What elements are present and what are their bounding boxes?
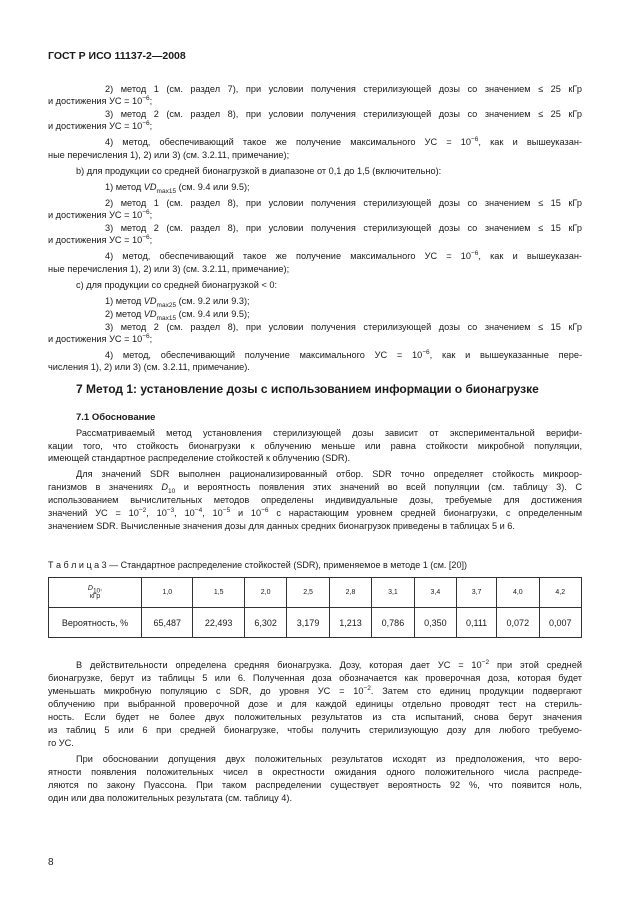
- list-item: 3) метод 2 (см. раздел 8), при условии получения стерилизующей дозы со значением ≤ 25 кГр: [105, 109, 582, 119]
- paragraph-line: го УС.: [48, 738, 74, 748]
- list-item: 2) метод 1 (см. раздел 7), при условии получения стерилизующей дозы со значением ≤ 25 кГр: [105, 84, 582, 94]
- table-cell: 0,111: [457, 608, 497, 638]
- section-heading: 7 Метод 1: установление дозы с использованием информации о бионагрузке: [76, 382, 539, 396]
- table-cell: 1,0: [142, 578, 193, 608]
- table-cell: 65,487: [142, 608, 193, 638]
- list-item-cont: и достижения УС = $10^{-6}$;: [48, 208, 153, 220]
- paragraph-line: уменьшать микробную популяцию с SDR, до уровня УС = $10^{-2}$. Затем сто единиц продукции подвергают: [48, 684, 582, 696]
- list-item-cont: и достижения УС = $10^{-6}$;: [48, 332, 153, 344]
- row-label: Вероятность, %: [49, 608, 142, 638]
- paragraph-line: имеющей стандартное распределение стойкостей к облучению (SDR).: [48, 453, 351, 463]
- table-cell: 2,8: [329, 578, 371, 608]
- header-cell: $D_{10}$, кГр: [49, 578, 142, 608]
- list-item: 3) метод 2 (см. раздел 8), при условии получения стерилизующей дозы со значением ≤ 15 кГр: [105, 223, 582, 233]
- subsection-heading: 7.1 Обоснование: [76, 412, 156, 423]
- paragraph-line: Для значений SDR выполнен рационализированный отбор. SDR точно определяет стойкость микроор-: [76, 469, 582, 479]
- table-cell: 2,5: [287, 578, 329, 608]
- paragraph-line: ганизмов в значениях $D_{10}$ и вероятность появления этих значений во всей популяции (см. таблицу 3). С: [48, 482, 582, 495]
- table-cell: 0,350: [414, 608, 456, 638]
- list-item-cont: и достижения УС = $10^{-6}$;: [48, 119, 153, 131]
- table-cell: 4,0: [497, 578, 539, 608]
- list-item: 4) метод, обеспечивающий такое же получение максимального УС = $10^{-6}$, как и вышеуказан-: [105, 249, 582, 261]
- list-item: 4) метод, обеспечивающий такое же получение максимального УС = $10^{-6}$, как и вышеуказан-: [105, 135, 582, 147]
- paragraph-line: Рассматриваемый метод установления стерилизующей дозы зависит от экспериментальной верифи-: [76, 428, 582, 438]
- page-number: 8: [48, 857, 54, 868]
- list-item: 4) метод, обеспечивающий получение максимального УС = $10^{-6}$, как и вышеуказанные пере-: [105, 348, 582, 360]
- paragraph-line: один или два положительных результата (см. таблицу 4).: [48, 793, 293, 803]
- table-cell: 6,302: [244, 608, 286, 638]
- document-header: ГОСТ Р ИСО 11137-2—2008: [48, 50, 186, 62]
- list-item-cont: числения 1), 2) или 3) (см. 3.2.11, примечание).: [48, 362, 250, 372]
- list-item: 1) метод $VD_{max15}$ (см. 9.4 или 9.5);: [105, 182, 250, 195]
- table-cell: 0,072: [497, 608, 539, 638]
- list-item: 3) метод 2 (см. раздел 8), при условии получения стерилизующей дозы со значением ≤ 15 кГр: [105, 322, 582, 332]
- table-cell: 4,2: [539, 578, 581, 608]
- paragraph-line: При обосновании допущения двух положительных результатов исходят из предположения, что веро-: [76, 754, 582, 764]
- paragraph-line: ятности появления положительных чисел в окрестности ожидания одного положительного числа распреде-: [48, 767, 582, 777]
- table-cell: 3,4: [414, 578, 456, 608]
- paragraph-line: из таблиц 5 или 6 при средней бионагрузке, чтобы получить стерилизующую дозу для любого требуемо-: [48, 725, 582, 735]
- paragraph-line: В действительности определена средняя бионагрузка. Дозу, которая дает УС = $10^{-2}$ при этой средней: [76, 658, 583, 670]
- table-cell: 22,493: [193, 608, 244, 638]
- paragraph-line: ность. Если будет не более двух положительных результатов из ста испытаний, снова берут значения: [48, 712, 582, 722]
- paragraph-line: облучению при выбранной проверочной дозе и для каждой единицы отдельно проводят тест на стериль-: [48, 699, 582, 709]
- table-cell: 3,179: [287, 608, 329, 638]
- list-item: 1) метод $VD_{max25}$ (см. 9.2 или 9.3);: [105, 296, 250, 309]
- table-row: [49, 578, 582, 608]
- table-cell: 0,786: [372, 608, 414, 638]
- table-caption: Т а б л и ц а 3 — Стандартное распределение стойкостей (SDR), применяемое в методе 1 (см. [20]): [48, 560, 467, 570]
- list-item-cont: и достижения УС = $10^{-6}$;: [48, 233, 153, 245]
- list-item-cont: ные перечисления 1), 2) или 3) (см. 3.2.11, примечание);: [48, 150, 290, 160]
- table-row: [49, 608, 582, 638]
- paragraph-line: значений УС = $10^{-2}$, $10^{-3}$, $10^{-4}$, $10^{-5}$ и $10^{-6}$ с нарастающим уровнем средней бионагрузки, с определенным: [48, 506, 583, 518]
- table-cell: 1,5: [193, 578, 244, 608]
- table-cell: 1,213: [329, 608, 371, 638]
- table-cell: 3,1: [372, 578, 414, 608]
- paragraph-line: кации того, что стойкость бионагрузки к облучению меньше или равна стойкости микробной популяции,: [48, 441, 582, 451]
- paragraph-line: бионагрузке, берут из таблицы 5 или 6. Полученная доза обозначается как проверочная доза, которая будет: [48, 673, 582, 683]
- table-cell: 3,7: [457, 578, 497, 608]
- list-item-cont: и достижения УС = $10^{-6}$;: [48, 94, 153, 106]
- paragraph-line: использованием вычислительных методов определены индивидуальные дозы, требуемые для достижения: [48, 495, 582, 505]
- table-cell: 0,007: [539, 608, 581, 638]
- list-item: 2) метод $VD_{max15}$ (см. 9.4 или 9.5);: [105, 309, 250, 322]
- sdr-table: [48, 577, 582, 638]
- table-cell: 2,0: [244, 578, 286, 608]
- paragraph-line: ляются по закону Пуассона. При таком распределении существует вероятность 92 %, что появится ноль,: [48, 780, 582, 790]
- paragraph-line: значением SDR. Вычисленные значения дозы для данных средних бионагрузок приведены в таблицах 5 и 6.: [48, 521, 515, 531]
- list-intro: b) для продукции со средней бионагрузкой в диапазоне от 0,1 до 1,5 (включительно):: [76, 166, 442, 176]
- list-intro: c) для продукции со средней бионагрузкой < 0:: [76, 280, 278, 290]
- list-item-cont: ные перечисления 1), 2) или 3) (см. 3.2.11, примечание);: [48, 264, 290, 274]
- list-item: 2) метод 1 (см. раздел 8), при условии получения стерилизующей дозы со значением ≤ 15 кГр: [105, 198, 582, 208]
